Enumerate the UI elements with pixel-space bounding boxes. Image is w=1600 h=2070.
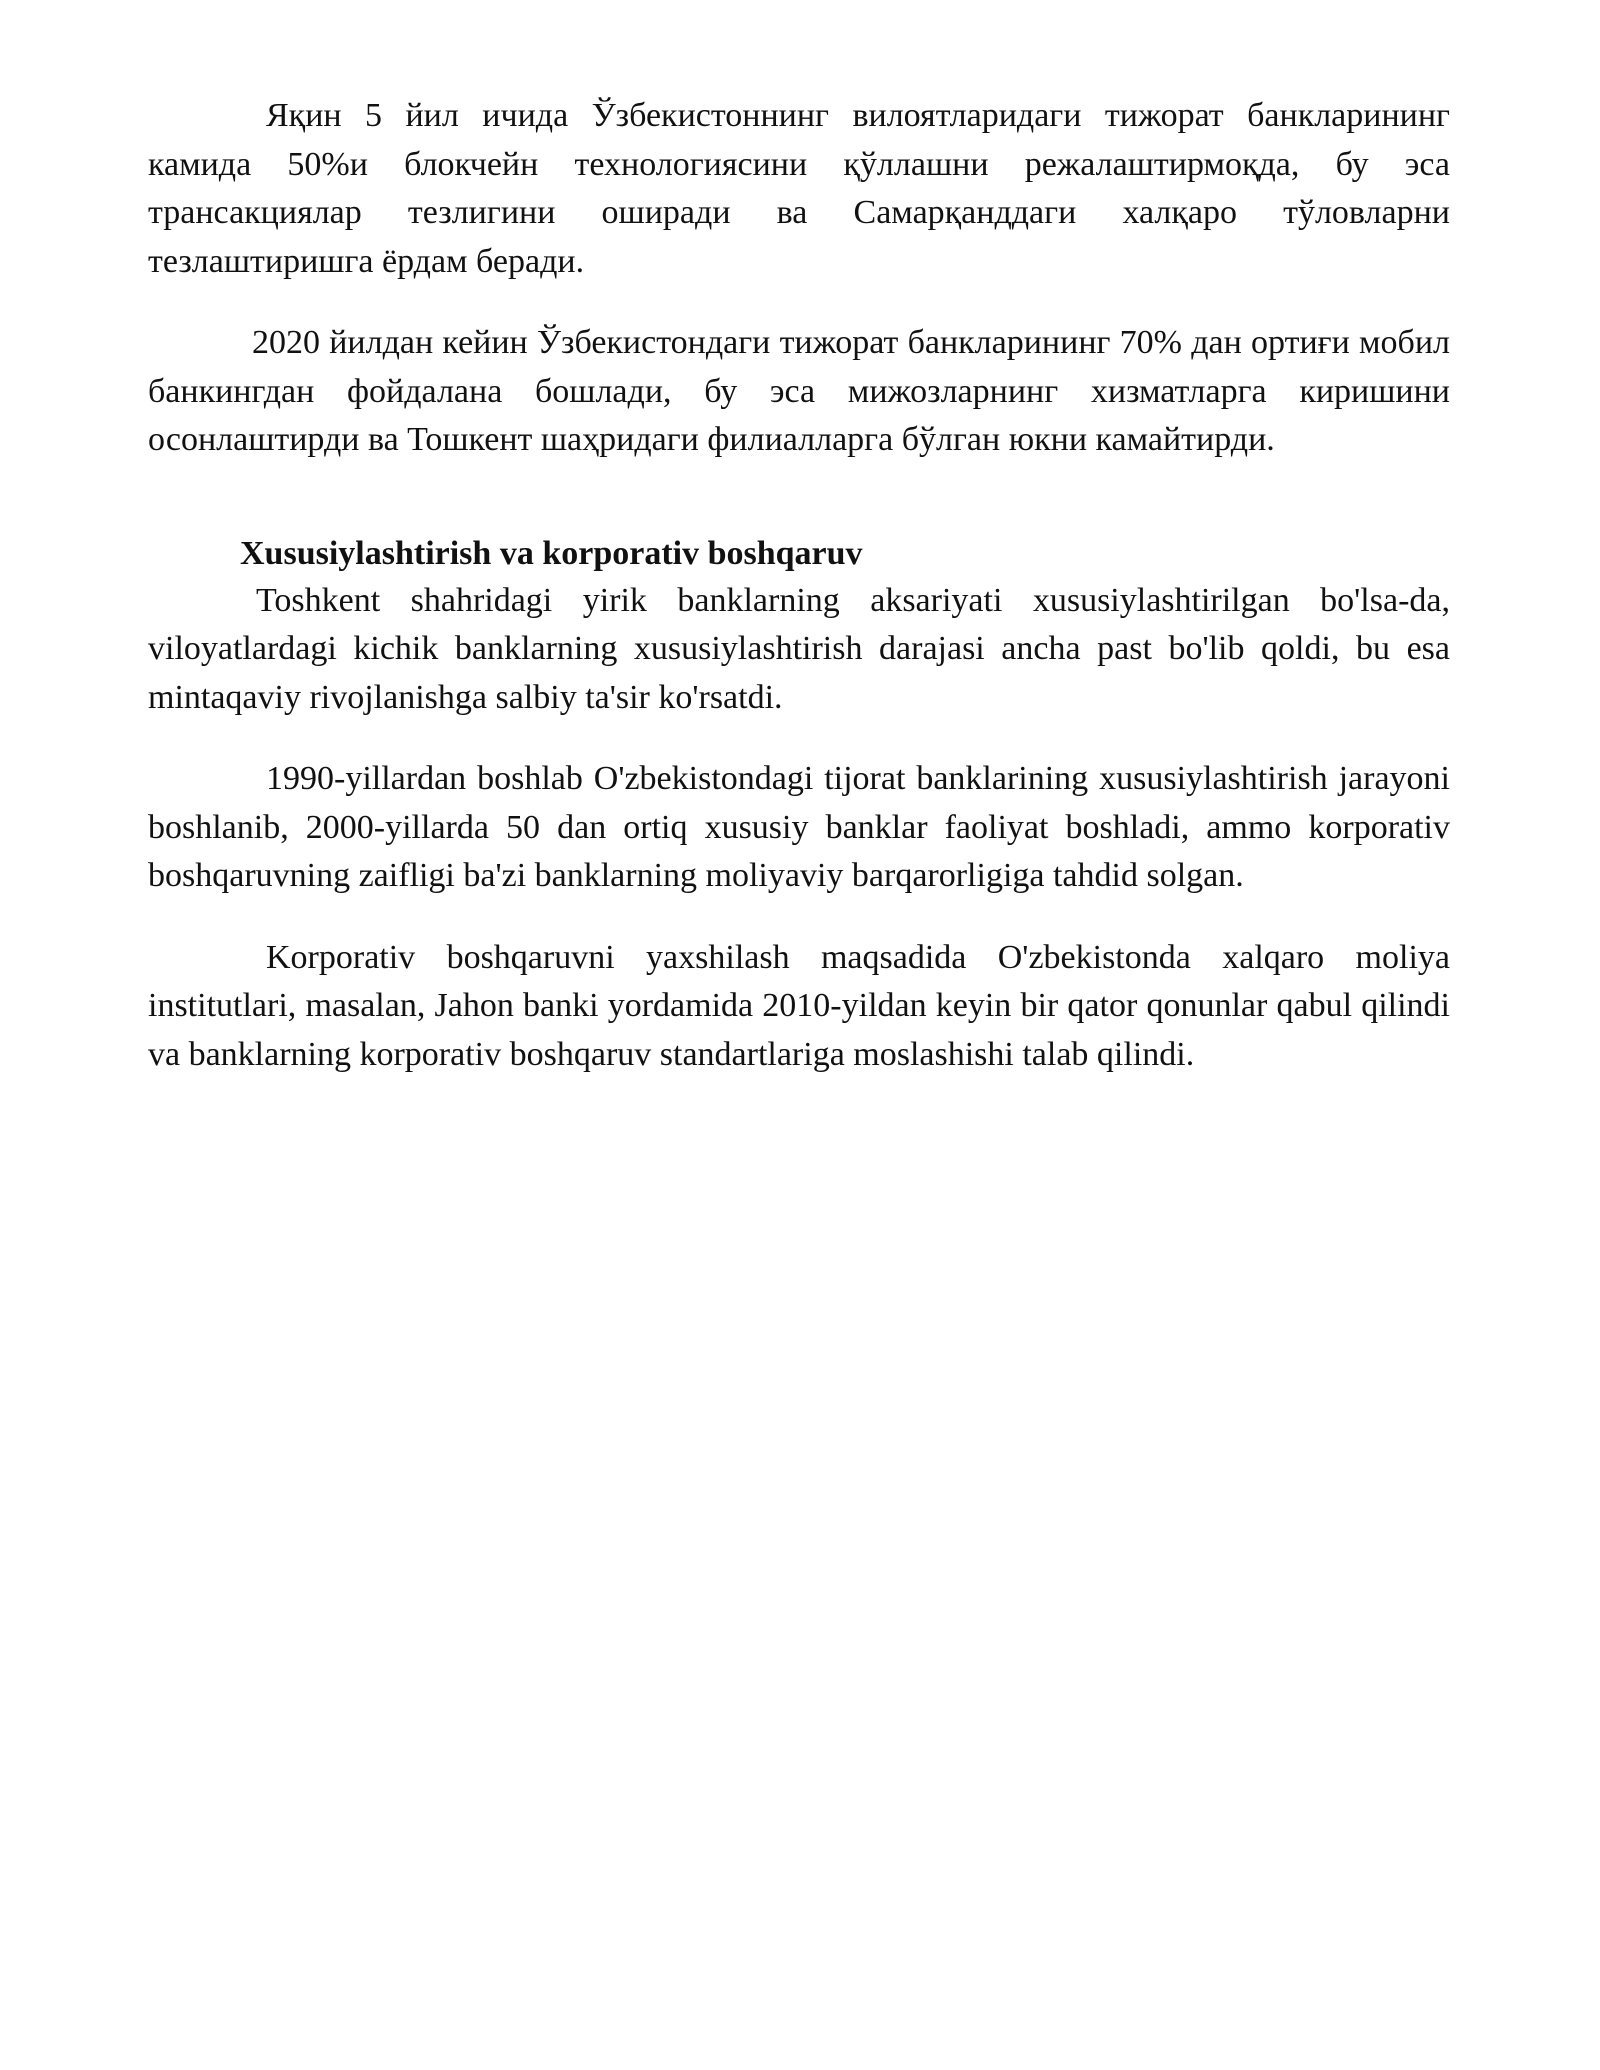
paragraph-privatization-history: 1990-yillardan boshlab O'zbekistondagi tijorat banklarining xususiylashtirish jarayoni boshlanib, 2000-yillarda 50 dan ortiq xususiy banklar faoliyat boshladi, ammo korporativ boshqaruvning zaifligi ba'zi banklarning moliyaviy barqarorligiga tahdid solgan. xyxy=(148,760,1450,894)
paragraph-mobile-banking: 2020 йилдан кейин Ўзбекистондаги тижорат банкларининг 70% дан ортиғи мобил банкингдан фойдалана бошлади, бу эса мижозларнинг хизматларга киришини осонлаштирди ва Тошкент шаҳридаги филиалларга бўлган юкни камайтирди. xyxy=(148,324,1450,458)
section-heading: Xususiylashtirish va korporativ boshqaruv xyxy=(240,534,863,572)
document-body xyxy=(148,92,1450,1079)
paragraph-blockchain: Яқин 5 йил ичида Ўзбекистоннинг вилоятларидаги тижорат банкларининг камида 50%и блокчейн технологиясини қўллашни режалаштирмоқда, бу эса трансакциялар тезлигини оширади ва Самарқанддаги халқаро тўловларни тезлаштиришга ёрдам беради. xyxy=(148,97,1450,280)
paragraph-corporate-governance: Korporativ boshqaruvni yaxshilash maqsadida O'zbekistonda xalqaro moliya institutlari, masalan, Jahon banki yordamida 2010-yildan keyin bir qator qonunlar qabul qilindi va banklarning korporativ boshqaruv standartlariga moslashishi talab qilindi. xyxy=(148,938,1450,1073)
paragraph-privatization-regions: Toshkent shahridagi yirik banklarning aksariyati xususiylashtirilgan bo'lsa-da, viloyatlardagi kichik banklarning xususiylashtirish darajasi ancha past bo'lib qoldi, bu esa mintaqaviy rivojlanishga salbiy ta'sir ko'rsatdi. xyxy=(148,581,1450,716)
